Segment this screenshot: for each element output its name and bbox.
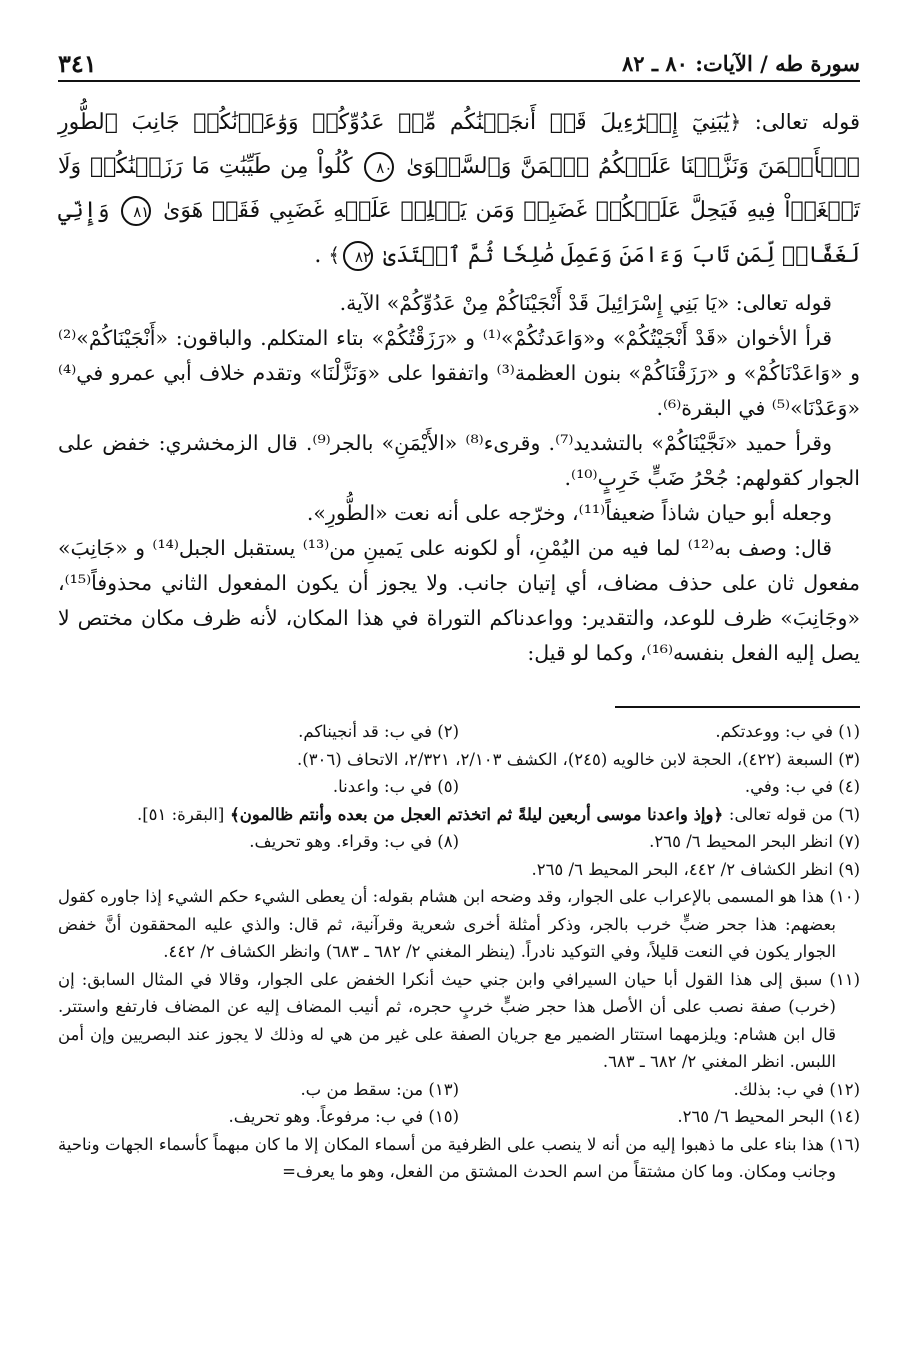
footnote-reference: [البقرة: ٥١]. xyxy=(136,804,225,824)
footnote-row xyxy=(58,1103,860,1131)
paragraph: وجعله أبو حيان شاذاً ضعيفاً⁽¹¹⁾، وخرّجه على أنه نعت «الطُّورِ». xyxy=(306,501,832,525)
footnote: (٢) في ب: قد أنجيناكم. xyxy=(298,722,459,741)
footnotes xyxy=(58,718,860,1186)
footnote: (٥) في ب: واعدنا. xyxy=(332,777,459,796)
footnote-quran-quote: ﴿وإذ واعدنا موسى أربعين ليلةً ثم اتخذتم العجل من بعده وأنتم ظالمون﴾ xyxy=(230,804,724,824)
verse-part-2: كُلُواْ مِن طَيِّبَٰتِ مَا رَزَقۡنَٰكُمۡ وَلَا تَطۡغَوۡاْ فِيهِ فَيَحِلَّ عَلَيۡكُمۡ غَضَبِيۖ وَمَن يَحۡلِلۡ عَلَيۡهِ غَضَبِي فَقَدۡ هَوَىٰ xyxy=(58,154,861,223)
verse-open-bracket: ﴿ xyxy=(729,110,742,134)
footnote: (٧) انظر البحر المحيط ٦/ ٢٦٥. xyxy=(649,832,860,851)
footnote: (١٤) البحر المحيط ٦/ ٢٦٥. xyxy=(677,1107,860,1126)
paragraph: قرأ الأخوان «قَدْ أَنْجَيْتُكُمْ» و«وَاعَدتُكُمْ»⁽¹⁾ و «رَزَقْتُكُمْ» بتاء المتكلم. والباقون: «أَنْجَيْنَاكُمْ»⁽²⁾ و «وَاعَدْنَاكُمْ» و «رَزَقْنَاكُمْ» بنون العظمة⁽³⁾ واتفقوا على «وَنَزَّلْنَا» وتقدم خلاف أبي عمرو في⁽⁴⁾ «وَعَدْنَا»⁽⁵⁾ في البقرة⁽⁶⁾. xyxy=(58,326,860,420)
footnote-row xyxy=(58,1076,860,1104)
footnote: (٨) في ب: وقراء. وهو تحريف. xyxy=(249,832,459,851)
footnote: (١٥) في ب: مرفوعاً. وهو تحريف. xyxy=(228,1107,459,1126)
footnote xyxy=(58,801,860,829)
footnote-row xyxy=(58,773,860,801)
ayah-number-marker: ٨٠ xyxy=(364,152,394,182)
verse-part-3: وَإِنِّي لَغَفَّارٞ لِّمَن تَابَ وَءَامَنَ وَعَمِلَ صَٰلِحٗا ثُمَّ ٱهۡتَدَىٰ xyxy=(58,198,860,268)
footnote: (١١) سبق إلى هذا القول أبا حيان السيرافي وابن جني حيث أنكرا الخفض على الجوار، وقالا في المثال السابق: إن (خرب) صفة نصب على أن الأصل هذا حجر ضبٍّ خربٍ حجره، ثم أنيب المضاف إليه عن المضاف فارتفع واستتر. قال ابن هشام: ويلزمهما استتار الضمير مع جريان الصفة على غير من هي له وذلك لا يجوز عند البصريين وإن أمن اللبس. انظر المغني ٢/ ٦٨٢ ـ ٦٨٣. xyxy=(58,969,860,1071)
footnote: (١٦) هذا بناء على ما ذهبوا إليه من أنه لا ينصب على الظرفية من أسماء المكان إلا ما كان مبهماً كأسماء الجهات وناحية وجانب ومكان. وما كان مشتقاً من اسم الحدث المشتق من الفعل، وهو ما يعرف= xyxy=(58,1134,860,1181)
ayah-number-marker: ٨٢ xyxy=(343,241,373,271)
paragraph: وقرأ حميد «نَجَّيْنَاكُمْ» بالتشديد⁽⁷⁾. وقرىء⁽⁸⁾ «الأَيْمَنِ» بالجر⁽⁹⁾. قال الزمخشري: خفض على الجوار كقولهم: جُحْرُ ضَبٍّ خَرِبٍ⁽¹⁰⁾. xyxy=(58,431,860,490)
footnote-separator xyxy=(615,706,860,708)
page-header xyxy=(58,40,860,82)
footnote-row xyxy=(58,718,860,746)
footnote-row xyxy=(58,828,860,856)
footnote-lead: (٦) من قوله تعالى: xyxy=(728,804,860,824)
paragraph: قال: وصف به⁽¹²⁾ لما فيه من اليُمْنِ، أو لكونه على يَمينِ من⁽¹³⁾ يستقبل الجبل⁽¹⁴⁾ و «جَانِبَ» مفعول ثان على حذف مضاف، أي إتيان جانب. ولا يجوز أن يكون المفعول الثاني محذوفاً⁽¹⁵⁾، «وجَانِبَ» ظرف للوعد، والتقدير: وواعدناكم التوراة في هذا المكان، لأنه ظرف مكان مختص لا يصل إليه الفعل بنفسه⁽¹⁶⁾، وكما لو قيل: xyxy=(58,536,860,665)
footnote: (١٠) هذا هو المسمى بالإعراب على الجوار، وقد وضحه ابن هشام بقوله: أن يعطى الشيء حكم الشيء إذا جاوره كقول بعضهم: هذا جحر ضبٍّ خرب بالجر، وذكر أمثلة أخرى شعرية وقرآنية، ثم قال: والذي عليه المحققون أنَّ خفض الجوار يكون في النعت قليلاً، وفي التوكيد نادراً. (ينظر المغني ٢/ ٦٨٢ ـ ٦٨٣) وانظر الكشاف ٢/ ٤٤٢. xyxy=(58,887,860,961)
footnote: (٤) في ب: وفي. xyxy=(744,777,860,796)
verse-close-bracket: ﴾ xyxy=(328,243,341,267)
verse-part-1: يَٰبَنِيٓ إِسۡرَٰٓءِيلَ قَدۡ أَنجَيۡنَٰكُم مِّنۡ عَدُوِّكُمۡ وَوَٰعَدۡنَٰكُمۡ جَانِبَ ٱلطُّورِ ٱلۡأَيۡمَنَ وَنَزَّلۡنَا عَلَيۡكُمُ ٱلۡمَنَّ وَٱلسَّلۡوَىٰ xyxy=(58,110,860,179)
verse-end: . xyxy=(314,243,322,268)
ayah-number-marker: ٨١ xyxy=(121,196,151,226)
verse-lead: قوله تعالى: xyxy=(754,110,860,134)
quran-verse xyxy=(58,100,860,278)
footnote: (١) في ب: ووعدتكم. xyxy=(715,722,860,741)
main-text xyxy=(58,100,860,671)
paragraph: قوله تعالى: «يَا بَنِي إِسْرَائِيلَ قَدْ أَنْجَيْنَاكُمْ مِنْ عَدُوِّكُمْ» الآية. xyxy=(339,291,832,315)
page-number: ٣٤١ xyxy=(58,49,97,78)
footnote: (١٣) من: سقط من ب. xyxy=(300,1079,459,1099)
surah-title: سورة طه / الآيات: ٨٠ ـ ٨٢ xyxy=(622,51,860,76)
footnote: (٩) انظر الكشاف ٢/ ٤٤٢، البحر المحيط ٦/ ٢٦٥. xyxy=(531,859,860,879)
footnote: (١٢) في ب: بذلك. xyxy=(733,1079,860,1099)
footnote: (٣) السبعة (٤٢٢)، الحجة لابن خالويه (٢٤٥)، الكشف ٢/١٠٣، ٢/٣٢١، الاتحاف (٣٠٦). xyxy=(297,749,860,769)
